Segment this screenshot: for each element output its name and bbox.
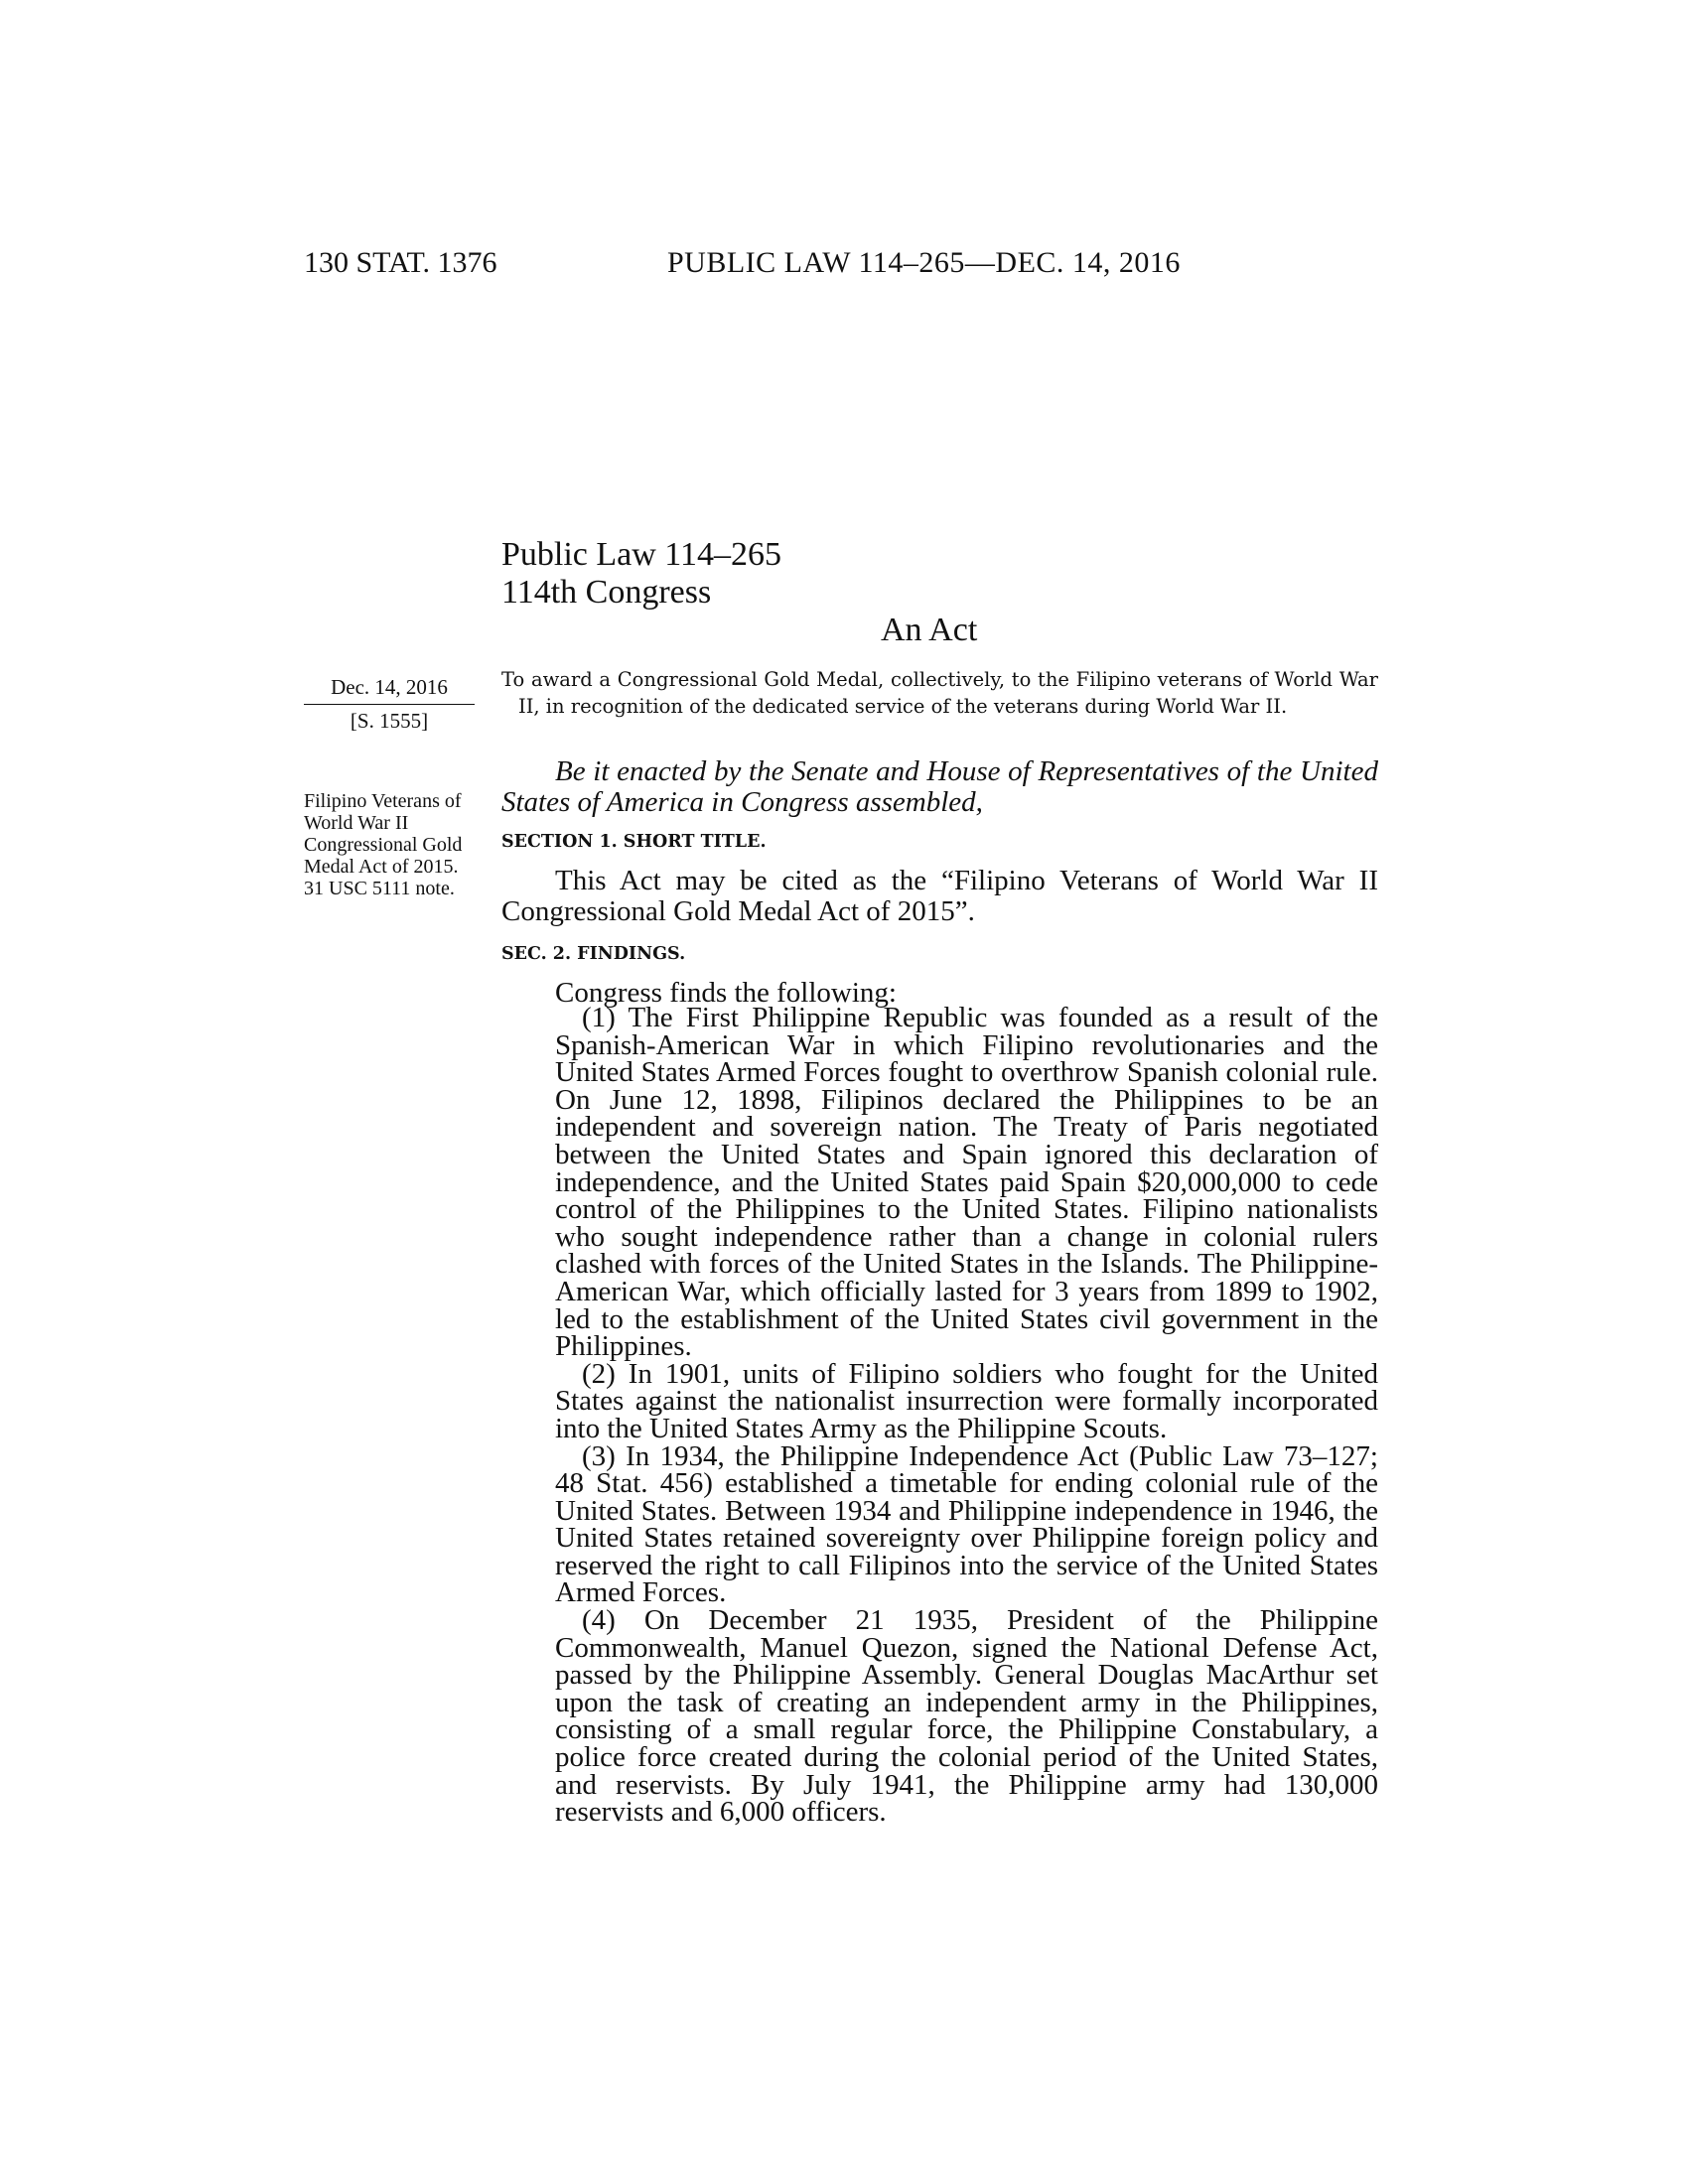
public-law-number: Public Law 114–265 xyxy=(501,536,782,573)
section-1-text: This Act may be cited as the “Filipino Veterans of World War II Congressional Gold Medal Act of 2015”. xyxy=(501,865,1378,927)
margin-date-block xyxy=(304,675,475,734)
code-citation-margin-note: 31 USC 5111 note. xyxy=(304,878,455,899)
finding-3: (3) In 1934, the Philippine Independence Act (Public Law 73–127; 48 Stat. 456) established a timetable for ending colonial rule of the United States. Between 1934 and Philippine independence in 1946, the United States retained sovereignty over Philippine foreign policy and reserved the right to call Filipinos into the service of the United States Armed Forces. xyxy=(555,1439,1378,1609)
purpose-paragraph: To award a Congressional Gold Medal, collectively, to the Filipino veterans of World War II, in recognition of the dedicated service of the veterans during World War II. xyxy=(501,668,1378,718)
finding-4: (4) On December 21 1935, President of the Philippine Commonwealth, Manuel Quezon, signed the National Defense Act, passed by the Philippine Assembly. General Douglas MacArthur set upon the task of creating an independent army in the Philippines, consisting of a small regular force, the Philippine Constabulary, a police force created during the colonial period of the United States, and reservists. By July 1941, the Philippine army had 130,000 reservists and 6,000 officers. xyxy=(555,1604,1378,1829)
findings-intro: Congress finds the following: xyxy=(555,977,897,1009)
finding-1: (1) The First Philippine Republic was founded as a result of the Spanish-American War in which Filipino revolutionaries and the United States Armed Forces fought to overthrow Spanish colonial rule. On June 12, 1898, Filipinos declared the Philippines to be an independent and sovereign nation. The Treaty of Paris negotiated between the United States and Spain ignored this declaration of independence, and the United States paid Spain $20,000,000 to cede control of the Philippines to the United States. Filipino nationalists who sought independence rather than a change in colonial rulers clashed with forces of the United States in the Islands. The Philippine-American War, which officially lasted for 3 years from 1899 to 1902, led to the establishment of the United States civil government in the Philippines. xyxy=(555,1002,1378,1363)
bill-number: [S. 1555] xyxy=(350,709,429,733)
law-title-block xyxy=(501,536,781,612)
running-head: PUBLIC LAW 114–265—DEC. 14, 2016 xyxy=(667,246,1181,279)
page-header xyxy=(304,246,1376,286)
an-act-heading: An Act xyxy=(881,612,978,648)
section-1-heading: SECTION 1. SHORT TITLE. xyxy=(501,832,767,852)
margin-notes xyxy=(304,790,483,899)
section-2-heading: SEC. 2. FINDINGS. xyxy=(501,944,686,964)
congress-number: 114th Congress xyxy=(501,574,712,611)
statute-page-number: 130 STAT. 1376 xyxy=(304,246,497,279)
short-title-margin-note: Filipino Veterans of World War II Congressional Gold Medal Act of 2015. xyxy=(304,790,463,878)
findings-list xyxy=(555,1002,1378,1829)
enacting-clause: Be it enacted by the Senate and House of Representatives of the United States of America in Congress assembled, xyxy=(501,755,1378,818)
enactment-date: Dec. 14, 2016 xyxy=(304,675,475,705)
finding-2: (2) In 1901, units of Filipino soldiers who fought for the United States against the nationalist insurrection were formally incorporated into the United States Army as the Philippine Scouts. xyxy=(555,1357,1378,1444)
